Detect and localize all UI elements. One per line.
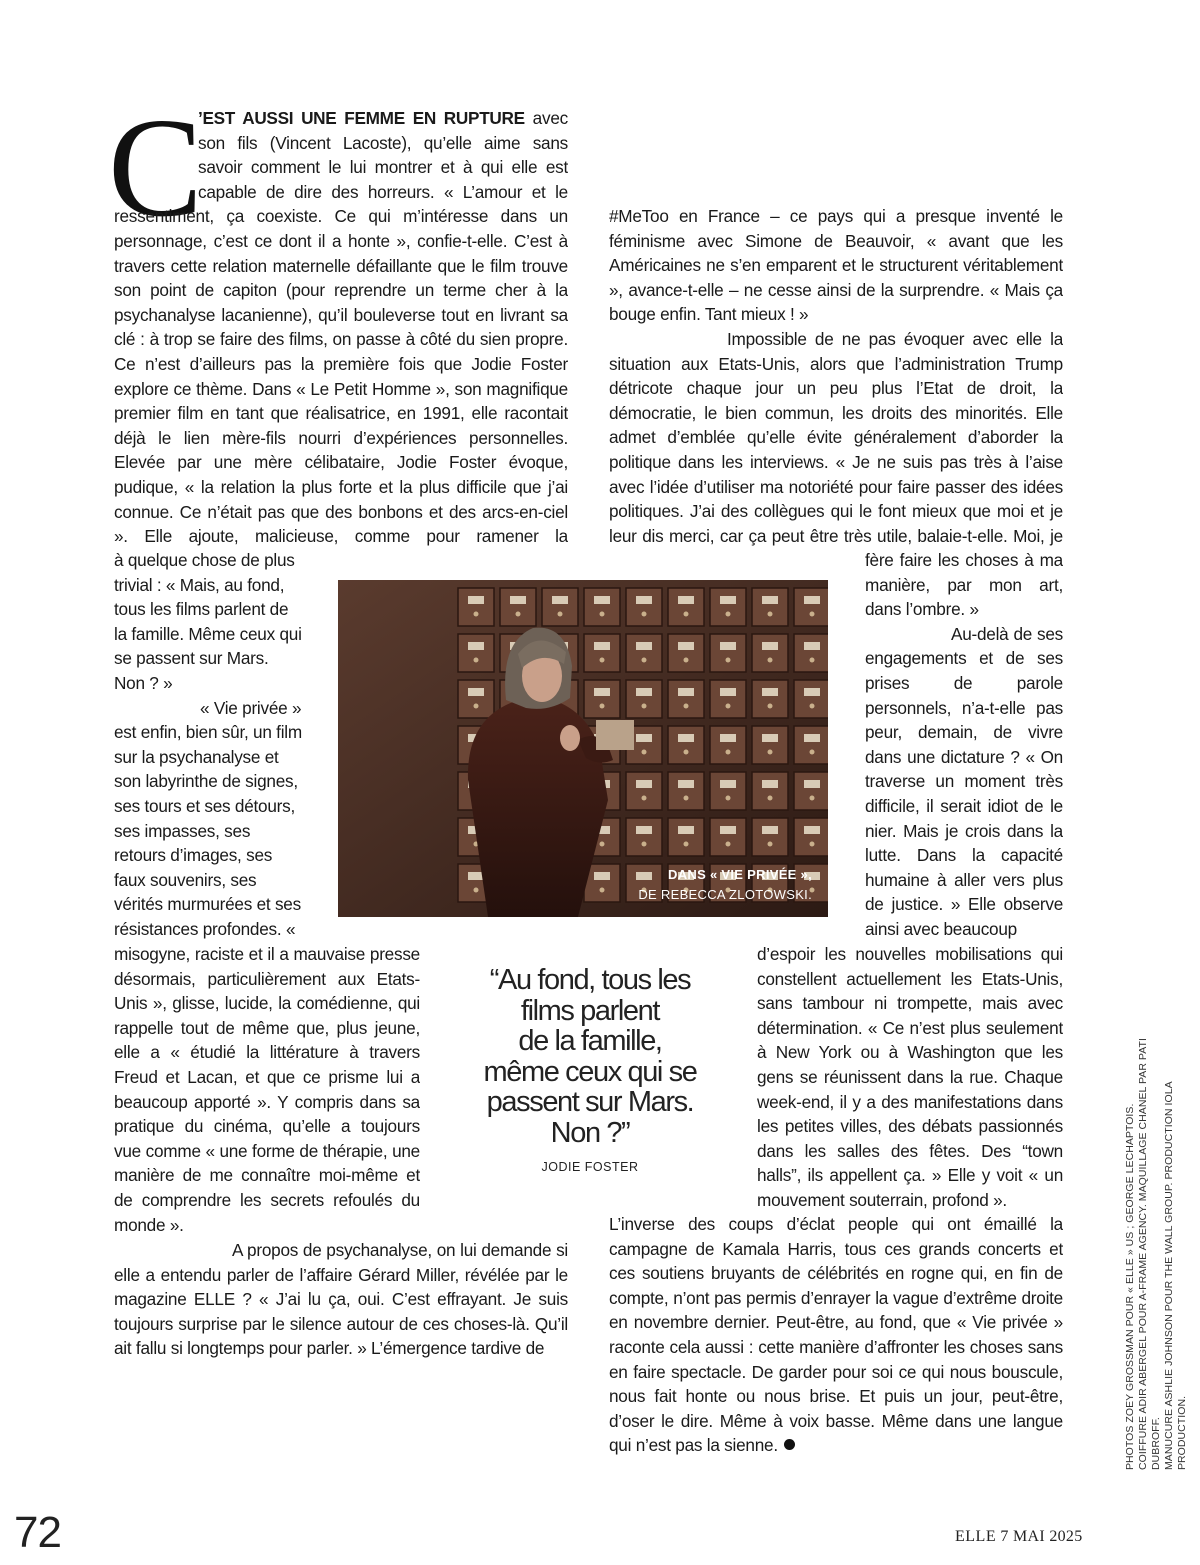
credits-line: PHOTOS ZOEY GROSSMAN POUR « ELLE » US ; GEORGE LECHAPTOIS. bbox=[1124, 1103, 1136, 1470]
column-2-narrow bbox=[865, 548, 1063, 940]
page-footer bbox=[955, 1528, 1083, 1546]
pull-quote-line: de la famille, bbox=[518, 1025, 662, 1057]
col1-narrow-paragraph-2: « Vie privée » est enfin, bien sûr, un film sur la psychanalyse et son labyrinthe de signes, ses tours et ses détours, ses impasses, ses retours d’images, ses faux souvenirs, ses vérités murmurées et ses résistances profondes. « bbox=[114, 697, 302, 939]
column-1-bottom bbox=[114, 1238, 568, 1362]
col2-bottom-text: L’inverse des coups d’éclat people qui ont émaillé la campagne de Kamala Harris, tous ces grands concerts et ces soutiens bruyants de célébrités en rogne qui, en fin de compte, n’ont pas permis d’enrayer la vague d’extrême droite en novembre dernier. Peut-être, au fond, que « Vie privée » raconte cela aussi : cette manière d’affronter les choses sans en faire spectacle. De garder pour soi ce qui nous bouscule, nous fait honte ou nous brise. Et puis un jour, peut-être, d’oser le dire. Même à voix basse. Même dans une langue qui n’est pas la sienne. bbox=[609, 1214, 1063, 1456]
end-bullet-icon bbox=[784, 1439, 795, 1450]
pull-quote-author: JODIE FOSTER bbox=[541, 1160, 639, 1174]
caption-title: DANS « VIE PRIVÉE », bbox=[668, 867, 812, 882]
column-2-top bbox=[609, 204, 1063, 548]
column-1-narrow bbox=[114, 548, 302, 940]
lead-in: ’EST AUSSI UNE FEMME EN RUPTURE bbox=[198, 108, 525, 128]
photo-caption bbox=[638, 865, 812, 905]
col1-narrow-paragraph-1: à quelque chose de plus trivial : « Mais, au fond, tous les films parlent de la famille. Même ceux qui se passent sur Mars. Non ? » bbox=[114, 550, 302, 693]
column-1-mid bbox=[114, 942, 420, 1238]
photo-credits bbox=[1124, 1020, 1188, 1470]
col2-mid-paragraph: d’espoir les nouvelles mobilisations qui constellent actuellement les Etats-Unis, sans tambour ni trompette, mais avec détermination. « Ce n’est plus seulement à New York ou à Washington que les gens se réunissent dans la rue. Chaque week-end, il y a des manifestations dans les petites villes, des débats passionnés dans les salles des fêtes. Des “town halls”, ils appellent ça. » Elle y voit « un mouvement souterrain, profond ». bbox=[757, 944, 1063, 1210]
pull-quote-line: même ceux qui se bbox=[483, 1055, 697, 1088]
footer-date: 7 MAI 2025 bbox=[1000, 1528, 1083, 1545]
pull-quote-line: passent sur Mars. bbox=[486, 1086, 694, 1118]
col2-narrow-paragraph-2: Au-delà de ses engagements et de ses prises de parole personnels, n’a-t-elle pas peur, demain, de vivre dans une dictature ? « On traverse un moment très difficile, il serait idiot de le nier. Mais je crois dans la lutte. Dans la capacité humaine à aller vers plus de justice. » Elle observe ainsi avec beaucoup bbox=[865, 623, 1063, 939]
col2-top-paragraph-2: Impossible de ne pas évoquer avec elle la situation aux Etats-Unis, alors que l’administration Trump détricote chaque jour un peu plus l’Etat de droit, la démocratie, le bien commun, les droits des minorités. Elle admet d’emblée qu’elle évite généralement d’aborder la politique dans les interviews. « Je ne suis pas très à l’aise avec l’idée d’utiliser ma notoriété pour faire passer des idées politiques. J’ai des collègues qui le font mieux que moi et je leur dis merci, car ça peut être très utile, balaie-t-elle. Moi, je bbox=[609, 328, 1063, 546]
drop-cap-letter: C bbox=[108, 88, 203, 246]
drop-cap-spacer bbox=[114, 106, 198, 192]
pull-quote bbox=[470, 965, 710, 1148]
credits-line: MANUCURE ASHLIE JOHNSON POUR THE WALL GROUP. PRODUCTION IOLA PRODUCTION. bbox=[1163, 1081, 1188, 1470]
caption-credit: DE REBECCA ZLOTOWSKI. bbox=[638, 887, 812, 902]
credits-line: COIFFURE ADIR ABERGEL POUR A-FRAME AGENCY. MAQUILLAGE CHANEL PAR PATI DUBROFF. bbox=[1137, 1038, 1162, 1470]
footer-magazine: ELLE bbox=[955, 1528, 997, 1545]
col1-mid-paragraph: misogyne, raciste et il a mauvaise presse désormais, particulièrement aux Etats-Unis », glisse, lucide, la comédienne, qui rappelle tout de même que, plus jeune, elle a « étudié la littérature à travers Freud et Lacan, et que ce prisme lui a beaucoup apporté ». Y compris dans sa pratique du cinéma, qu’elle a toujours vue comme « une forme de thérapie, une manière de me connaître moi-même et de comprendre les secrets refoulés du monde ». bbox=[114, 944, 420, 1235]
col1-bottom-paragraph: A propos de psychanalyse, on lui demande si elle a entendu parler de l’affaire Gérard Miller, révélée par le magazine ELLE ? « J’ai lu ça, oui. C’est effrayant. Je suis toujours surprise par le silence autour de ces choses-là. Qu’il ait fallu si longtemps pour parler. » L’émergence tardive de bbox=[114, 1240, 568, 1359]
col2-top-paragraph-1: #MeToo en France – ce pays qui a presque inventé le féminisme avec Simone de Beauvoir, « avant que les Américaines ne s’en emparent et le structurent véritablement », avance-t-elle – ne cesse ainsi de la surprendre. « Mais ça bouge enfin. Tant mieux ! » bbox=[609, 206, 1063, 325]
col2-narrow-paragraph-1: fère faire les choses à ma manière, par mon art, dans l’ombre. » bbox=[865, 550, 1063, 620]
pull-quote-line: films parlent bbox=[520, 994, 660, 1027]
pull-quote-line: Non ?” bbox=[550, 1116, 630, 1149]
column-2-bottom bbox=[609, 1212, 1063, 1462]
col2-bottom-paragraph bbox=[609, 1212, 1063, 1458]
column-2-mid bbox=[757, 942, 1063, 1212]
col1-intro-text: avec son fils (Vincent Lacoste), qu’elle aime sans savoir comment le lui montrer et à qui elle est capable de dire des horreurs. « L’amour et le ressentiment, ça coexiste. Ce qui m’intéresse dans un personnage, c’est ce dont il a honte », confie-t-elle. C’est à travers cette relation maternelle défaillante que le film trouve son point de capiton (pour reprendre un terme cher à la psychanalyse lacanienne), qu’il bouleverse tout en livrant sa clé : à trop se faire des films, on passe à côté du sien propre. Ce n’est d’ailleurs pas la première fois que Jodie Foster explore ce thème. Dans « Le Petit Homme », son magnifique premier film en tant que réalisatrice, en 1991, elle racontait déjà le lien mère-fils nourri d’expériences personnelles. Elevée par une mère célibataire, Jodie Foster évoque, pudique, « la relation la plus forte et la plus difficile que j’ai connue. Ce n’était pas que des bonbons et des arcs-en-ciel ». Elle ajoute, malicieuse, comme pour ramener la bbox=[114, 108, 568, 546]
page-number: 72 bbox=[14, 1508, 61, 1557]
pull-quote-line: “Au fond, tous les bbox=[489, 964, 691, 996]
column-1-top bbox=[114, 106, 568, 546]
film-still-photo bbox=[338, 580, 828, 917]
